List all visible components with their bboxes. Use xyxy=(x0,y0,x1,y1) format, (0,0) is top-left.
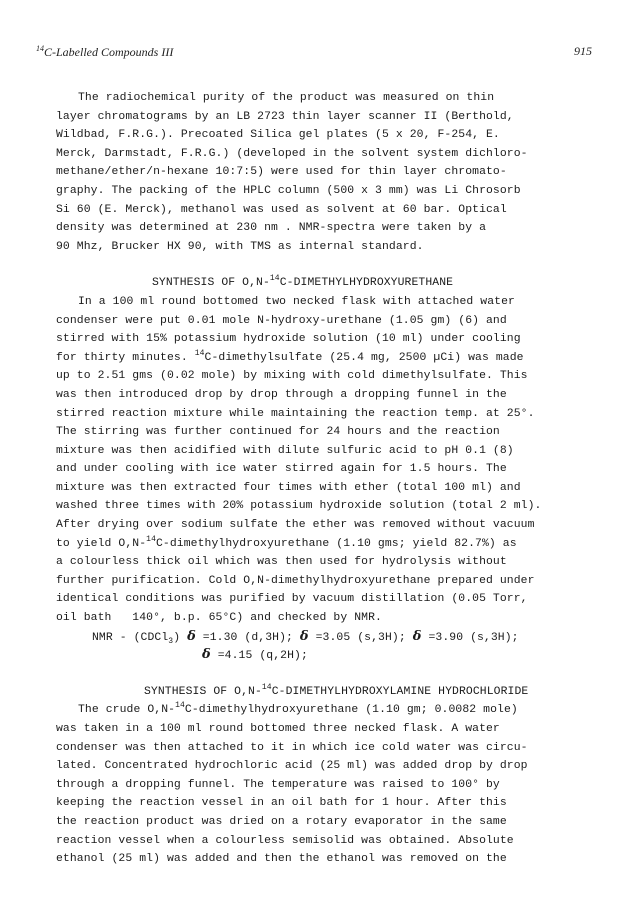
section1-line: oil bath 140°, b.p. 65°C) and checked by NMR. xyxy=(56,612,382,625)
section1-line: identical conditions was purified by vacuum distillation (0.05 Torr, xyxy=(56,593,528,606)
section1-line: stirred reaction mixture while maintaining the reaction temp. at 25°. xyxy=(56,407,535,420)
running-head xyxy=(36,44,173,60)
paragraph1-line: Wildbad, F.R.G.). Precoated Silica gel plates (5 x 20, F-254, E. xyxy=(56,129,500,142)
paragraph1-line: density was determined at 230 nm . NMR-spectra were taken by a xyxy=(56,222,487,235)
section2-line: through a dropping funnel. The temperature was raised to 100° by xyxy=(56,778,500,791)
section2-line: condenser was then attached to it in which ice cold water was circu- xyxy=(56,741,528,754)
section2-line: was taken in a 100 ml round bottomed three necked flask. A water xyxy=(56,723,500,735)
section1-line: washed three times with 20% potassium hydroxide solution (total 2 ml). xyxy=(56,500,542,513)
section2-line: lated. Concentrated hydrochloric acid (25 ml) was added drop by drop xyxy=(56,760,528,773)
paragraph1-line: layer chromatograms by an LB 2723 thin layer scanner II (Berthold, xyxy=(56,110,514,123)
section1-line: In a 100 ml round bottomed two necked flask with attached water xyxy=(78,295,515,308)
body-text xyxy=(56,89,604,869)
paragraph1-line: graphy. The packing of the HPLC column (500 x 3 mm) was Li Chrosorb xyxy=(56,184,521,197)
section2-line: The crude O,N-$^{14}$C-dimethylhydroxyurethane (1.10 gm; 0.0082 mole) xyxy=(78,701,518,717)
delta-symbol: δ xyxy=(187,628,196,644)
section1-line: a colourless thick oil which was then used for hydrolysis without xyxy=(56,556,507,569)
running-head-text: C-Labelled Compounds III xyxy=(44,45,174,59)
nmr-data-line: δ =4.15 (q,2H); xyxy=(202,647,308,663)
paragraph1-line: 90 Mhz, Brucker HX 90, with TMS as internal standard. xyxy=(56,240,424,253)
section1-line: condenser were put 0.01 mole N-hydroxy-urethane (1.05 gm) (6) and xyxy=(56,314,507,327)
section1-line: was then introduced drop by drop through a dropping funnel in the xyxy=(56,388,507,401)
section-heading-1: SYNTHESIS OF O,N-$^{14}$C-DIMETHYLHYDROXYURETHANE xyxy=(152,274,454,290)
section1-line: for thirty minutes. $^{14}$C-dimethylsulfate (25.4 mg, 2500 µCi) was made xyxy=(56,348,524,364)
section2-line: ethanol (25 ml) was added and then the ethanol was removed on the xyxy=(56,853,507,866)
section1-line: After drying over sodium sulfate the ether was removed without vacuum xyxy=(56,519,535,532)
paragraph1-line: methane/ether/n-hexane 10:7:5) were used for thin layer chromato- xyxy=(56,166,507,179)
section1-line: up to 2.51 gms (0.02 mole) by mixing with cold dimethylsulfate. This xyxy=(56,370,528,383)
delta-symbol: δ xyxy=(299,628,309,644)
delta-symbol: δ xyxy=(412,628,422,644)
section1-line: and under cooling with ice water stirred again for 1.5 hours. The xyxy=(56,463,507,476)
section2-line: the reaction product was dried on a rotary evaporator in the same xyxy=(56,815,507,828)
delta-symbol: δ xyxy=(202,647,211,663)
section-heading-2: SYNTHESIS OF O,N-$^{14}$C-DIMETHYLHYDROXYLAMINE HYDROCHLORIDE xyxy=(144,682,529,698)
section1-line: stirred with 15% potassium hydroxide solution (10 ml) under cooling xyxy=(56,333,521,346)
paragraph1-line: Si 60 (E. Merck), methanol was used as solvent at 60 bar. Optical xyxy=(56,203,507,216)
section1-line: to yield O,N-$^{14}$C-dimethylhydroxyurethane (1.10 gms; yield 82.7%) as xyxy=(56,534,517,550)
section1-line: mixture was then acidified with dilute sulfuric acid to pH 0.1 (8) xyxy=(56,444,514,457)
paragraph1-line: Merck, Darmstadt, F.R.G.) (developed in the solvent system dichloro- xyxy=(56,147,528,160)
page-number: 915 xyxy=(574,44,592,58)
section2-line: keeping the reaction vessel in an oil bath for 1 hour. After this xyxy=(56,797,507,810)
section1-line: The stirring was further continued for 24 hours and the reaction xyxy=(56,426,500,439)
section1-line: further purification. Cold O,N-dimethylhydroxyurethane prepared under xyxy=(56,574,535,587)
nmr-data-line: NMR - (CDCl$_3$) δ =1.30 (d,3H); δ =3.05 (s,3H); δ =3.90 (s,3H); xyxy=(92,628,519,646)
section1-line: mixture was then extracted four times with ether (total 100 ml) and xyxy=(56,481,521,494)
paragraph1-line: The radiochemical purity of the product was measured on thin xyxy=(78,92,495,104)
section2-line: reaction vessel when a colourless semisolid was obtained. Absolute xyxy=(56,834,514,847)
running-head-superscript: 14 xyxy=(36,44,44,53)
